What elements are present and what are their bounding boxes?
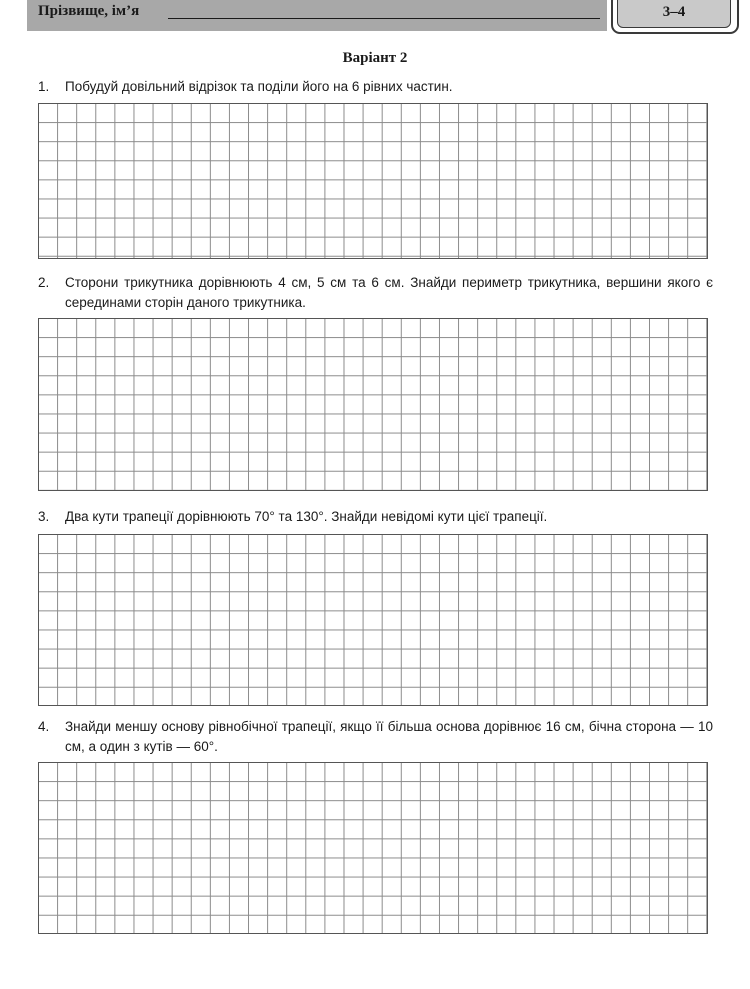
task-1-text: Побудуй довільний відрізок та поділи його на 6 рівних частин. xyxy=(65,79,453,94)
name-label: Прізвище, ім’я xyxy=(38,3,140,19)
task-1-number: 1. xyxy=(38,79,50,94)
task-4-grid[interactable] xyxy=(38,762,708,934)
grade-badge: 3–4 xyxy=(617,0,731,28)
task-4 xyxy=(38,717,713,757)
task-2-grid[interactable] xyxy=(38,318,708,491)
variant-title: Варіант 2 xyxy=(342,50,408,66)
task-2-number: 2. xyxy=(38,275,50,290)
task-2 xyxy=(38,273,713,313)
task-2-text: Сторони трикутника дорівнюють 4 см, 5 см та 6 см. Знайди периметр трикутника, вершини якого є серединами сторін даного трикутника. xyxy=(65,275,713,310)
task-3 xyxy=(38,507,713,527)
task-4-text: Знайди меншу основу рівнобічної трапеції, якщо її більша основа дорівнює 16 см, бічна сторона — 10 см, а один з кутів — 60°. xyxy=(65,719,713,754)
task-1 xyxy=(38,77,713,97)
task-3-text: Два кути трапеції дорівнюють 70° та 130°. Знайди невідомі кути цієї трапеції. xyxy=(65,509,548,524)
task-1-grid[interactable] xyxy=(38,103,708,259)
task-3-grid[interactable] xyxy=(38,534,708,706)
task-3-number: 3. xyxy=(38,509,50,524)
task-4-number: 4. xyxy=(38,719,50,734)
name-input-line[interactable] xyxy=(168,18,600,19)
